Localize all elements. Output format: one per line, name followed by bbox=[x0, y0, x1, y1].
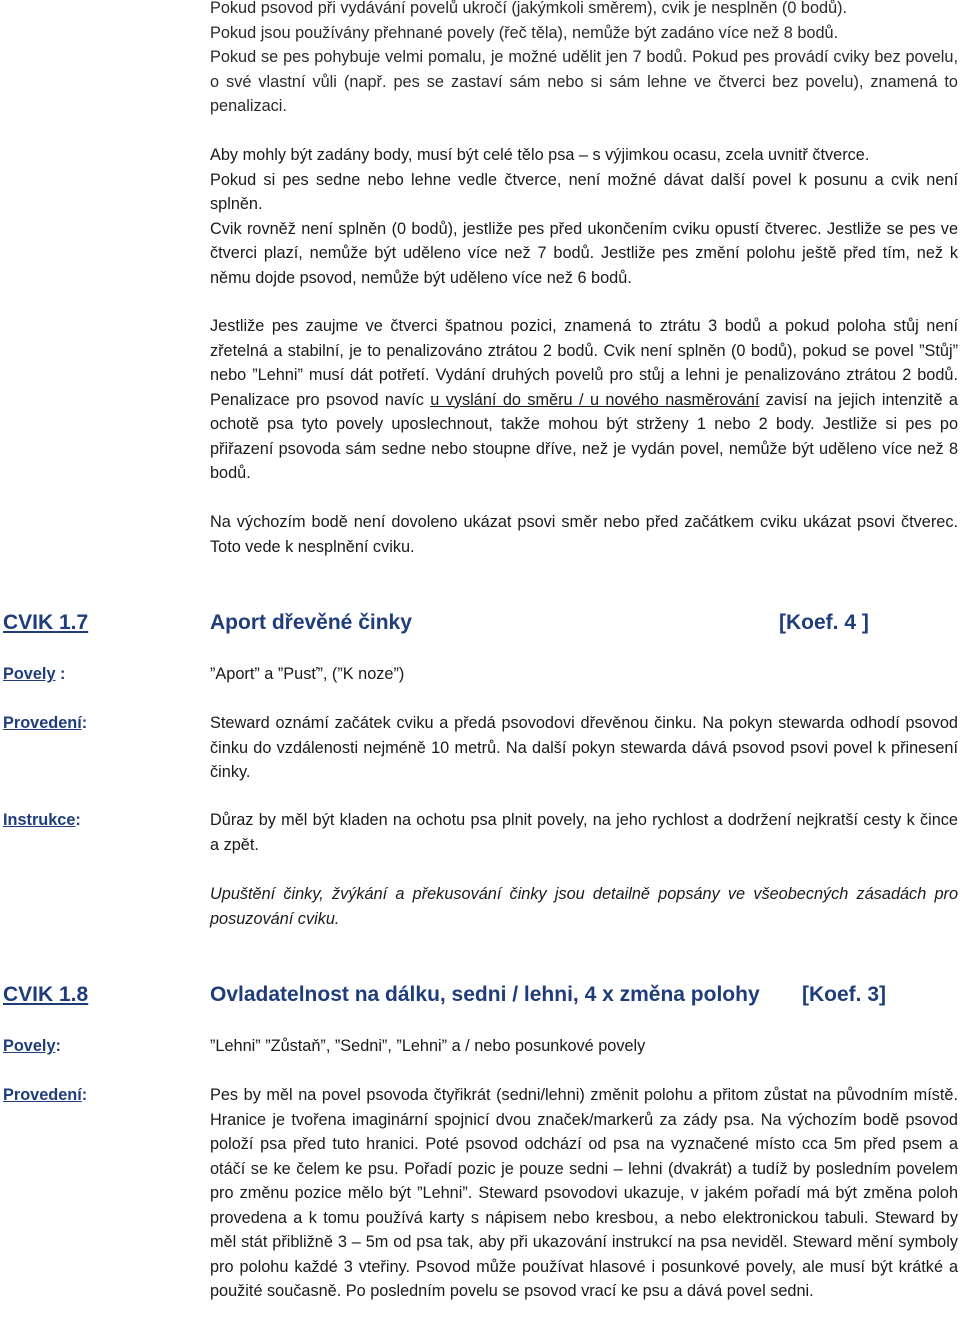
rule-text: zavisí na jejich intenzitě a ochotě psa tyto povely uposlechnout, takže mohou být strženy 1 nebo 2 body. Jestliže si pes po přiřazení psovoda sám sedne nebo stoupne dříve, než je vydán povel, nemůže být uděleno více než 8 bodů. bbox=[210, 390, 958, 482]
povely-colon: : bbox=[55, 665, 66, 683]
exercise-koef: [Koef. 4 ] bbox=[779, 611, 869, 634]
povely-label-text: Povely bbox=[3, 665, 56, 683]
exercise-title: Ovladatelnost na dálku, sedni / lehni, 4 x změna polohy bbox=[210, 983, 760, 1006]
povely-value: ”Lehni” ”Zůstaň”, ”Sedni”, ”Lehni” a / nebo posunkové povely bbox=[210, 1037, 646, 1055]
rule-line: Pokud jsou používány přehnané povely (řeč těla), nemůže být zadáno více než 8 bodů. bbox=[210, 23, 839, 42]
povely-label bbox=[3, 662, 65, 686]
rule-line: Pokud se pes pohybuje velmi pomalu, je možné udělit jen 7 bodů. Pokud pes provádí cviky bez povelu, o své vlastní vůli (např. pes se zastaví sám nebo si sám lehne ve čtverci bez povelu), znamená to penalizaci. bbox=[210, 48, 958, 115]
provedeni-value: Pes by měl na povel psovoda čtyřikrát (sedni/lehni) změnit polohu a přitom zůstat na původním místě. Hranice je tvořena imaginární spojnicí dvou značek/markerů za zády psa. Na výchozím bodě psovod položí psa před tuto hranici. Poté psovod odchází od psa na vyznačené místo cca 5m před psem a otáčí se ke čelem ke psu. Pořadí pozic je pouze sedni – lehni (dvakrát) a tudíž by posledním povelem pro změnu pozice mělo být ”Lehni”. Steward psovodovi ukazuje, v jakém pořadí má být změna poloh provedena a k tomu používá karty s nápisem nebo kresbou, a nebo elektronickou tabuli. Steward by měl stát přibližně 3 – 5m od psa tak, aby při ukazování instrukcí na psa neviděl. Steward mění symboly pro polohu každé 3 vteřiny. Psovod může používat hlasové i posunkové povely, ale musí být krátké a použité současně. Po posledním povelu se psovod vrací ke psu a dává povel sedni. bbox=[210, 1086, 958, 1300]
provedeni-label-text: Provedení bbox=[3, 1086, 82, 1104]
rules-paragraph-4: Na výchozím bodě není dovoleno ukázat psovi směr nebo před začátkem cviku ukázat psovi čtverec. Toto vede k nesplnění cviku. bbox=[210, 513, 958, 556]
instrukce-label-text: Instrukce bbox=[3, 811, 76, 829]
exercise-koef: [Koef. 3] bbox=[802, 983, 886, 1006]
rules-paragraph-2 bbox=[210, 143, 958, 290]
rule-text: Jestliže pes zaujme ve čtverci špatnou pozici, znamená to ztrátu 3 bodů a pokud poloha stůj není zřetelná a stabilní, je to penalizováno ztrátou 2 bodů. Cvik není splněn (0 bodů), pokud se povel ”Stůj” nebo ”Lehni” musí dát potřetí. Vydání druhých povelů pro stůj a lehni je penalizováno ztrátou 2 bodů. Penalizace pro psovod navíc bbox=[210, 317, 958, 409]
povely-label-text: Povely bbox=[3, 1037, 56, 1055]
provedeni-label: Provedení: bbox=[3, 1086, 88, 1104]
exercise-number bbox=[3, 982, 88, 1008]
rule-line: Aby mohly být zadány body, musí být celé tělo psa – s výjimkou ocasu, zcela uvnitř čtverce. bbox=[210, 146, 870, 164]
rule-line: Pokud si pes sedne nebo lehne vedle čtverce, není možné dávat další povel k posunu a cvik není splněn. bbox=[210, 170, 958, 213]
exercise-number-text: CVIK 1.8 bbox=[3, 983, 89, 1006]
exercise-number bbox=[3, 610, 88, 636]
rule-line: Pokud psovod při vydávání povelů ukročí (jakýmkoli směrem), cvik je nesplněn (0 bodů). bbox=[210, 0, 848, 17]
provedeni-value: Steward oznámí začátek cviku a předá psovodovi dřevěnou činku. Na pokyn stewarda odhodí psovod činku do vzdálenosti nejméně 10 metrů. Na další pokyn stewarda dává psovod psovi povel k přinesení činky. bbox=[210, 714, 958, 781]
rules-paragraph-1 bbox=[210, 0, 958, 119]
instrukce-value: Důraz by měl být kladen na ochotu psa plnit povely, na jeho rychlost a dodržení nejkratší cesty k čince a zpět. bbox=[210, 811, 958, 854]
exercise-number-text: CVIK 1.7 bbox=[3, 611, 89, 634]
povely-label: Povely: bbox=[3, 1037, 61, 1055]
underlined-rule-text: u vyslání do směru / u nového nasměrování bbox=[430, 390, 760, 409]
instrukce-note: Upuštění činky, žvýkání a překusování činky jsou detailně popsány ve všeobecných zásadách pro posuzování cviku. bbox=[210, 885, 958, 928]
rule-line: Cvik rovněž není splněn (0 bodů), jestliže pes před ukončením cviku opustí čtverec. Jestliže se pes ve čtverci plazí, nemůže být uděleno více než 7 bodů. Jestliže pes změní polohu ještě před tím, než k němu dojde psovod, nemůže být uděleno více než 6 bodů. bbox=[210, 219, 958, 287]
provedeni-label-text: Provedení bbox=[3, 714, 82, 732]
povely-value: ”Aport” a ”Pusť”, (”K noze”) bbox=[210, 665, 405, 683]
provedeni-label: Provedení: bbox=[3, 714, 88, 732]
instrukce-label: Instrukce: bbox=[3, 811, 81, 829]
rules-paragraph-3 bbox=[210, 314, 958, 486]
exercise-title: Aport dřevěné činky bbox=[210, 611, 412, 634]
